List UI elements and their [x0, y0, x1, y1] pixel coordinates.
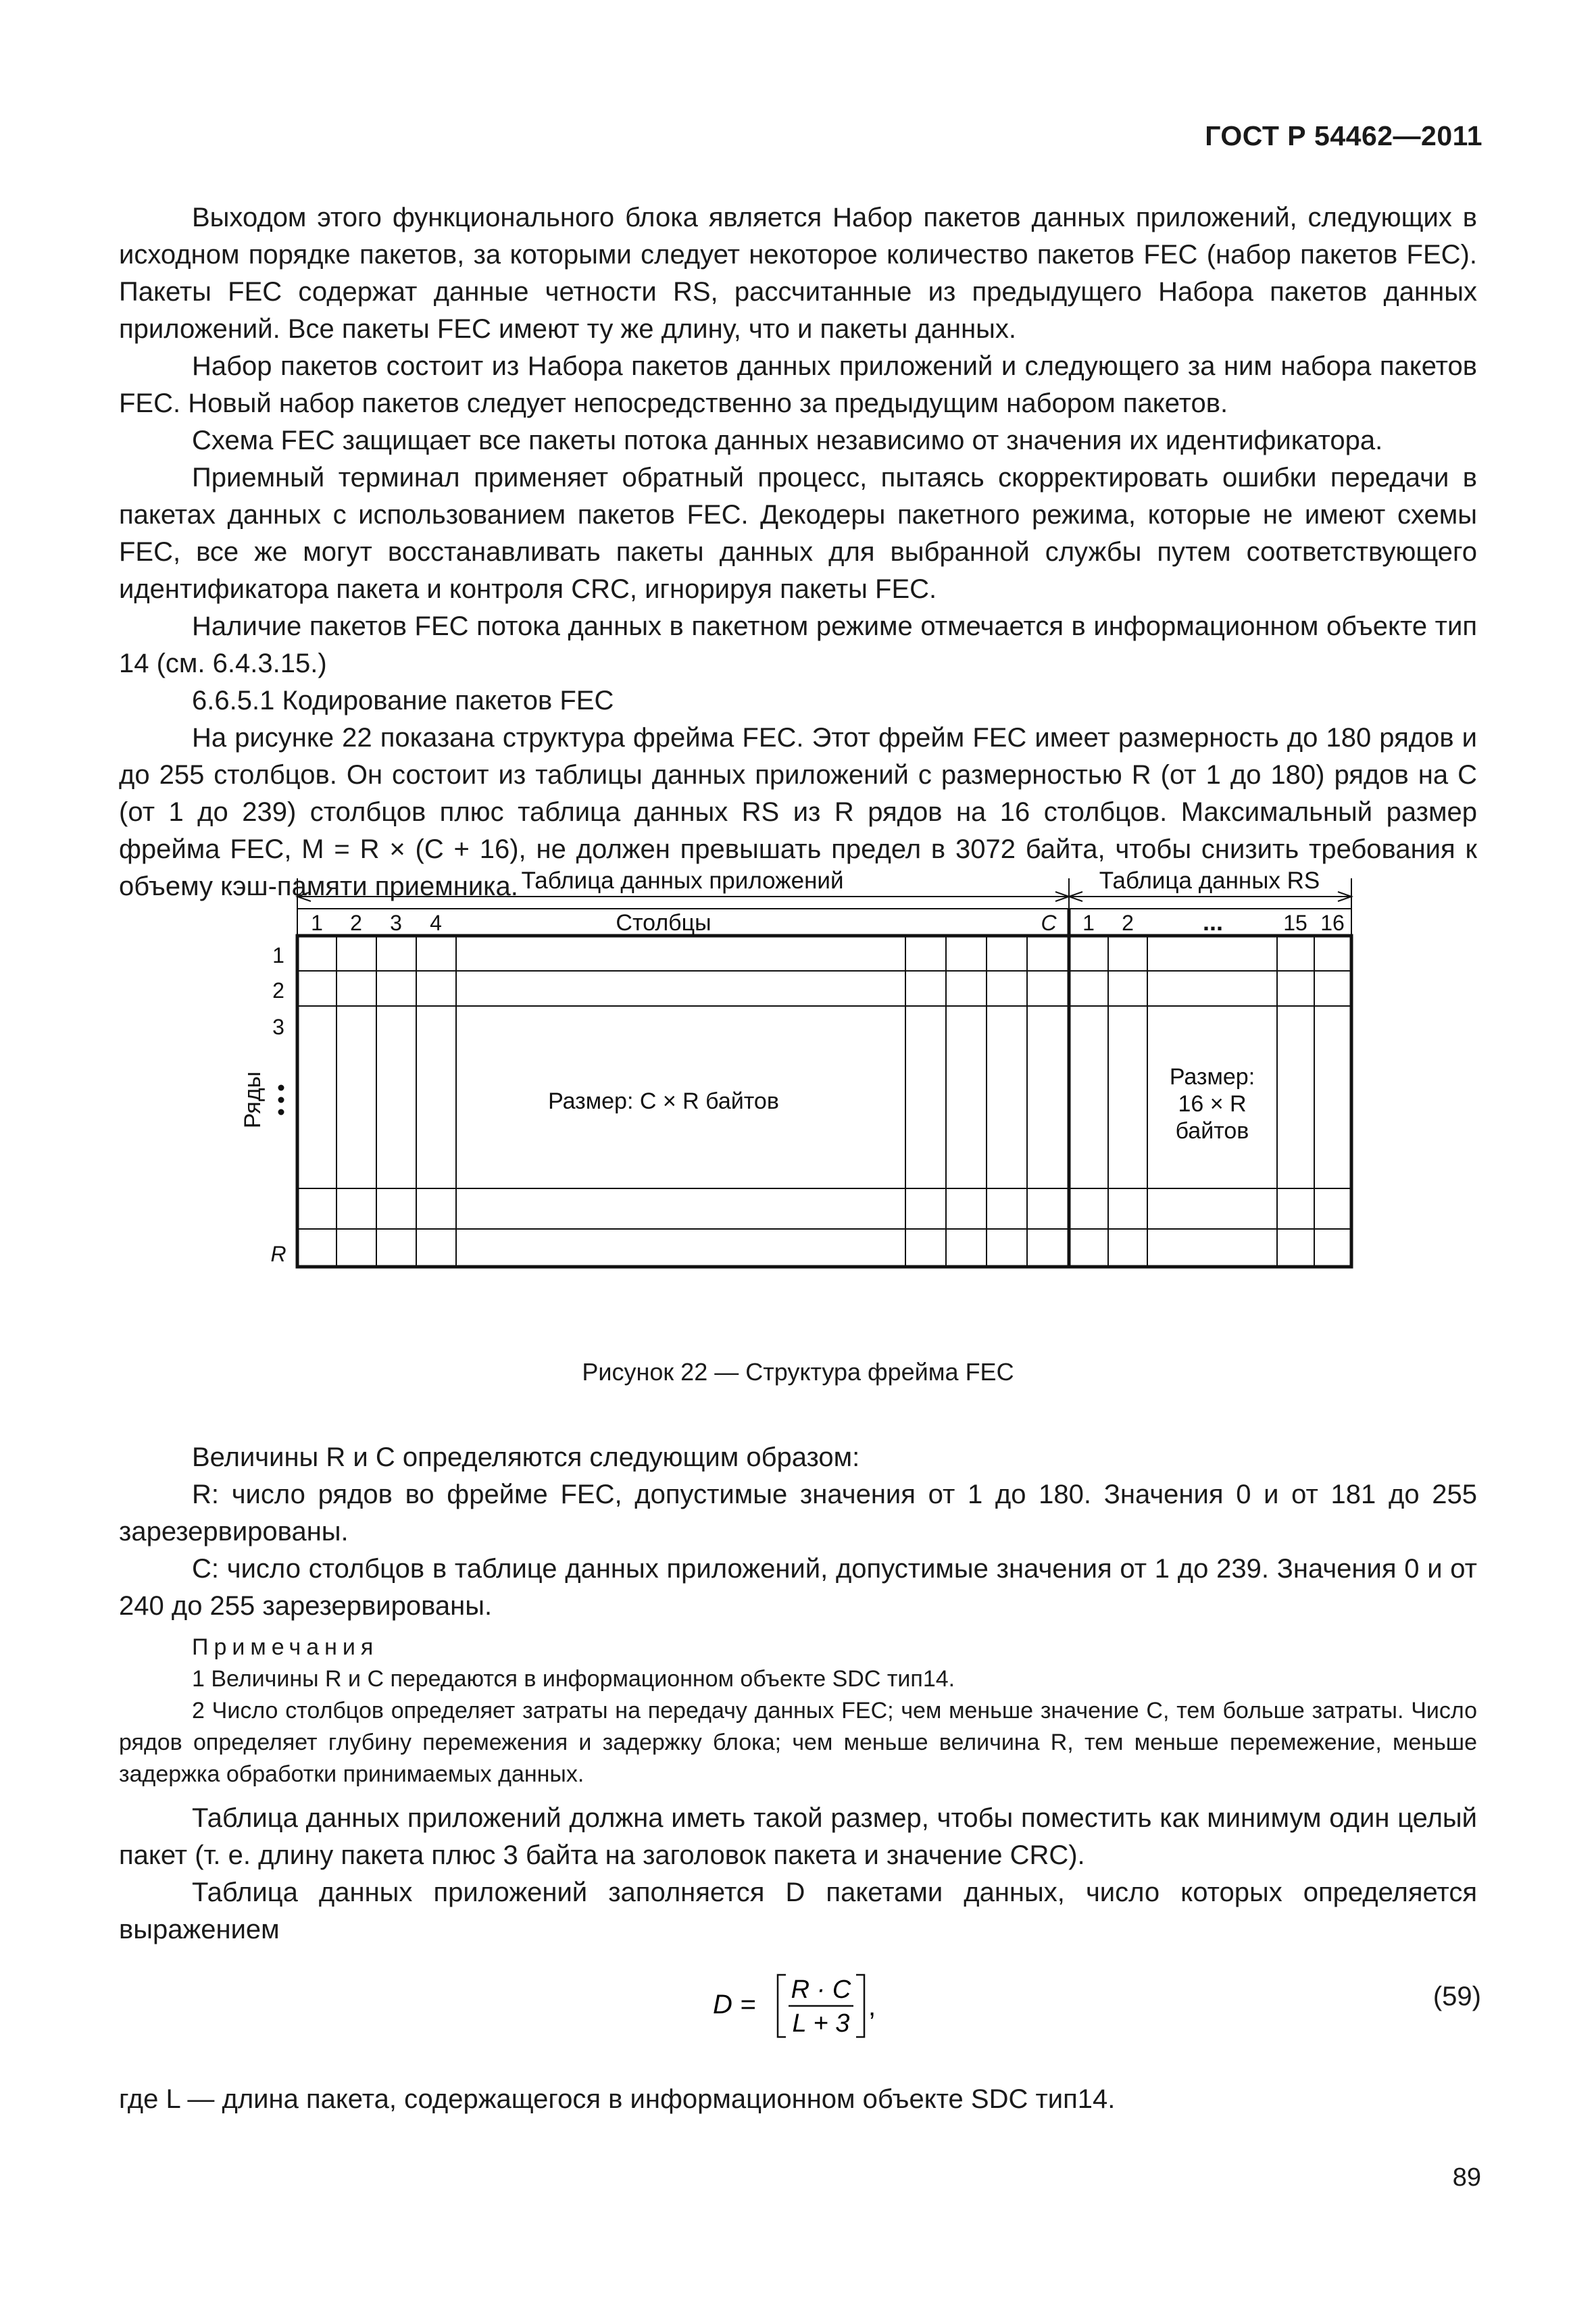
rs-col-num: 1 — [1082, 911, 1095, 935]
rs-col-num: 2 — [1122, 911, 1134, 935]
figure-caption: Рисунок 22 — Структура фрейма FEC — [582, 1358, 1014, 1386]
notes-block — [119, 1632, 1477, 1790]
equation-number: (59) — [1432, 1982, 1481, 2011]
formula-59 — [706, 1963, 909, 2044]
standard-header: ГОСТ Р 54462—2011 — [1205, 120, 1482, 151]
rs-size-label: байтов — [1175, 1118, 1249, 1144]
body-text-top — [119, 199, 1477, 905]
formula-lhs: D = — [713, 1990, 756, 2019]
col-num: 3 — [390, 911, 402, 935]
rs-col-dots: ... — [1202, 908, 1224, 936]
row-num: 3 — [272, 1015, 284, 1039]
rs-table-label: Таблица данных RS — [1099, 868, 1320, 894]
fec-frame-diagram — [216, 868, 1378, 1341]
rs-size-label: 16 × R — [1178, 1091, 1247, 1117]
rs-size-label: Размер: — [1169, 1064, 1255, 1090]
col-num: 4 — [430, 911, 442, 935]
rows-label: Ряды — [240, 1071, 266, 1129]
page-number: 89 — [1452, 2163, 1481, 2192]
row-dot — [278, 1097, 284, 1103]
fec-frame-figure — [216, 868, 1378, 1341]
formula-numerator: R · C — [791, 1976, 851, 2004]
app-size-label: Размер: C × R байтов — [548, 1088, 779, 1114]
rs-col-num: 15 — [1283, 911, 1307, 935]
row-last-label: R — [270, 1242, 286, 1266]
col-last-label: C — [1041, 911, 1057, 935]
app-table-label: Таблица данных приложений — [521, 868, 844, 894]
formula-tail: , — [868, 1992, 876, 2021]
paragraph: Таблица данных приложений заполняется D пакетами данных, число которых определяется выражением — [119, 1878, 1477, 1944]
row-dot — [278, 1085, 284, 1091]
formula-graphic — [706, 1963, 909, 2044]
paragraph: Величины R и C определяются следующим образом: — [192, 1442, 860, 1472]
notes-title: Примечания — [192, 1634, 379, 1660]
paragraph: C: число столбцов в таблице данных приложений, допустимые значения от 1 до 239. Значения 0 и от 240 до 255 зарезервированы. — [119, 1554, 1477, 1621]
paragraph: Схема FEC защищает все пакеты потока данных независимо от значения их идентификатора. — [192, 426, 1383, 455]
paragraph: Выходом этого функционального блока является Набор пакетов данных приложений, следующих в исходном порядке пакетов, за которыми следует некоторое количество пакетов FEC (набор пакетов FEC). Пакеты FEC содержат данные четности RS, рассчитанные из предыдущего Набора пакетов данных приложений. Все пакеты FEC имеют ту же длину, что и пакеты данных. — [119, 203, 1477, 344]
body-text-bottom — [119, 1439, 1477, 1948]
row-dot — [278, 1109, 284, 1115]
col-num: 1 — [311, 911, 323, 935]
paragraph: Набор пакетов состоит из Набора пакетов данных приложений и следующего за ним набора пакетов FEC. Новый набор пакетов следует непосредственно за предыдущим набором пакетов. — [119, 351, 1477, 418]
note: 1 Величины R и C передаются в информационном объекте SDC тип14. — [192, 1666, 955, 1692]
row-num: 1 — [272, 943, 284, 967]
formula-denominator: L + 3 — [792, 2009, 850, 2038]
col-num: 2 — [350, 911, 362, 935]
where-clause: где L — длина пакета, содержащегося в информационном объекте SDC тип14. — [119, 2084, 1116, 2114]
note: 2 Число столбцов определяет затраты на передачу данных FEC; чем меньше значение C, тем больше затраты. Число рядов определяет глубину перемежения и задержку блока; чем меньше величина R, тем меньше перемежение, меньше задержка обработки принимаемых данных. — [119, 1698, 1477, 1787]
paragraph: R: число рядов во фрейме FEC, допустимые значения от 1 до 180. Значения 0 и от 181 до 255 зарезервированы. — [119, 1480, 1477, 1546]
paragraph: На рисунке 22 показана структура фрейма FEC. Этот фрейм FEC имеет размерность до 180 рядов и до 255 столбцов. Он состоит из таблицы данных приложений с размерностью R (от 1 до 180) рядов на C (от 1 до 239) столбцов плюс таблица данных RS из R рядов на 16 столбцов. Максимальный размер фрейма FEC, M = R × (C + 16), не должен превышать предел в 3072 байта, чтобы снизить требования к объему кэш-памяти приемника. — [119, 723, 1477, 901]
paragraph: Приемный терминал применяет обратный процесс, пытаясь скорректировать ошибки передачи в пакетах данных с использованием пакетов FEC. Декодеры пакетного режима, которые не имеют схемы FEC, все же могут восстанавливать пакеты данных для выбранной службы путем соответствующего идентификатора пакета и контроля CRC, игнорируя пакеты FEC. — [119, 463, 1477, 604]
rs-col-num: 16 — [1320, 911, 1345, 935]
section-heading: 6.6.5.1 Кодирование пакетов FEC — [192, 686, 614, 715]
paragraph: Наличие пакетов FEC потока данных в пакетном режиме отмечается в информационном объекте тип 14 (см. 6.4.3.15.) — [119, 611, 1477, 678]
paragraph: Таблица данных приложений должна иметь такой размер, чтобы поместить как минимум один целый пакет (т. е. длину пакета плюс 3 байта на заголовок пакета и значение CRC). — [119, 1803, 1477, 1870]
row-num: 2 — [272, 978, 284, 1003]
columns-label: Столбцы — [616, 910, 712, 936]
